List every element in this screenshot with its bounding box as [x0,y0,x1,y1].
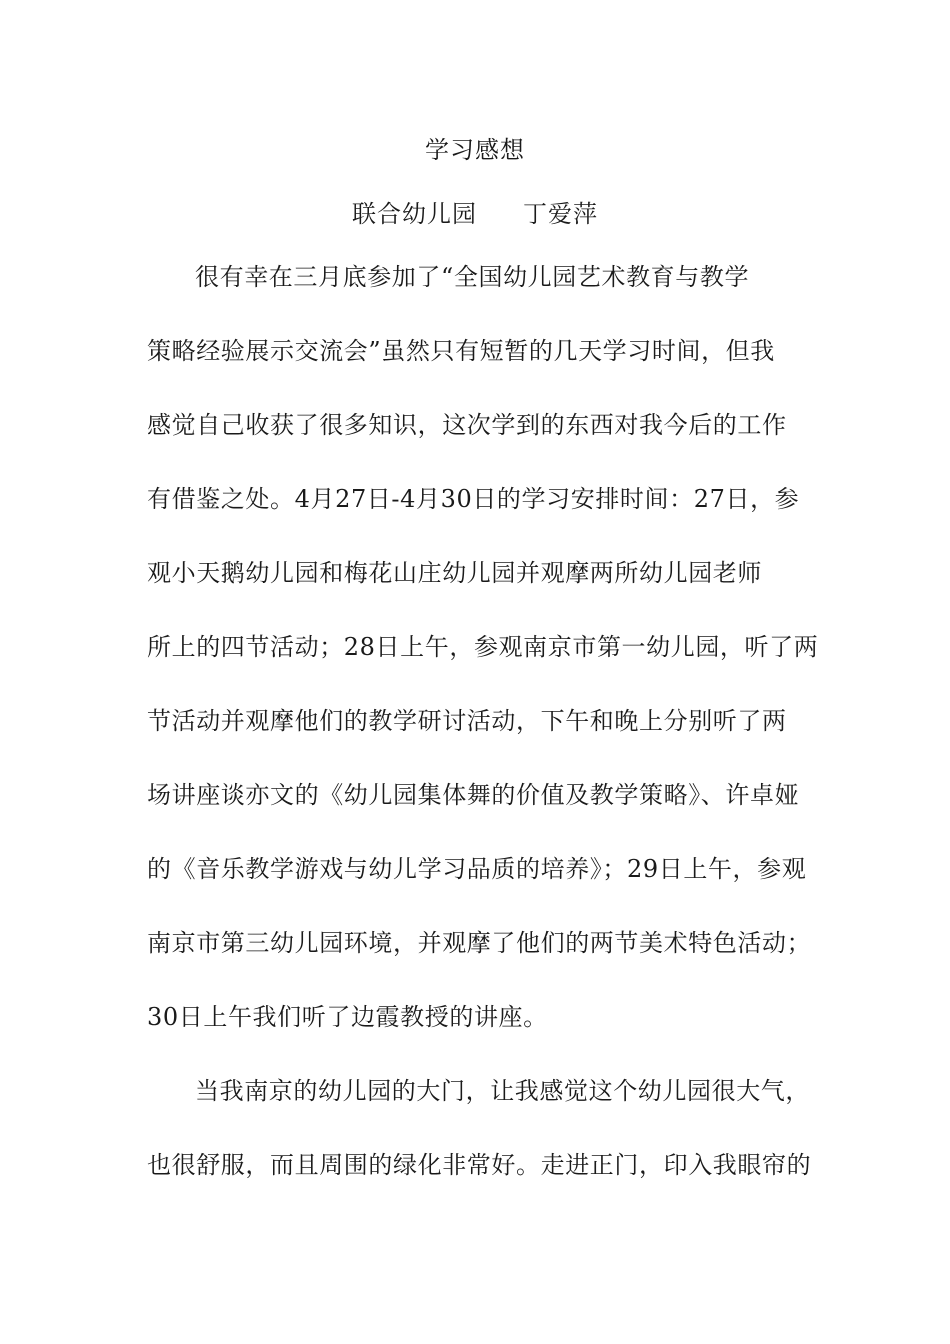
paragraph-line: 策略经验展示交流会”虽然只有短暂的几天学习时间，但我 [147,337,775,365]
paragraph-line: 30日上午我们听了边霞教授的讲座。 [147,1003,548,1031]
author-name: 丁爱萍 [523,200,598,228]
paragraph-line: 南京市第三幼儿园环境，并观摩了他们的两节美术特色活动； [147,929,812,957]
paragraph-line: 观小天鹅幼儿园和梅花山庄幼儿园并观摩两所幼儿园老师 [147,559,762,587]
paragraph-line: 有借鉴之处。4月27日-4月30日的学习安排时间：27日，参 [147,485,800,513]
paragraph-line: 感觉自己收获了很多知识，这次学到的东西对我今后的工作 [147,411,787,439]
paragraph-line: 很有幸在三月底参加了“全国幼儿园艺术教育与教学 [195,263,750,291]
paragraph-line: 也很舒服，而且周围的绿化非常好。走进正门，印入我眼帘的 [147,1151,812,1179]
document-title: 学习感想 [425,136,525,164]
document-byline [0,196,950,232]
paragraph-line: 的《音乐教学游戏与幼儿学习品质的培养》；29日上午，参观 [147,855,807,883]
paragraph-line: 当我南京的幼儿园的大门，让我感觉这个幼儿园很大气， [195,1077,810,1105]
paragraph-line: 所上的四节活动；28日上午，参观南京市第一幼儿园，听了两 [147,633,819,661]
school-name: 联合幼儿园 [352,200,477,228]
paragraph-line: 节活动并观摩他们的教学研讨活动，下午和晚上分别听了两 [147,707,787,735]
paragraph-line: 场讲座谈亦文的《幼儿园集体舞的价值及教学策略》、许卓娅 [147,781,800,809]
